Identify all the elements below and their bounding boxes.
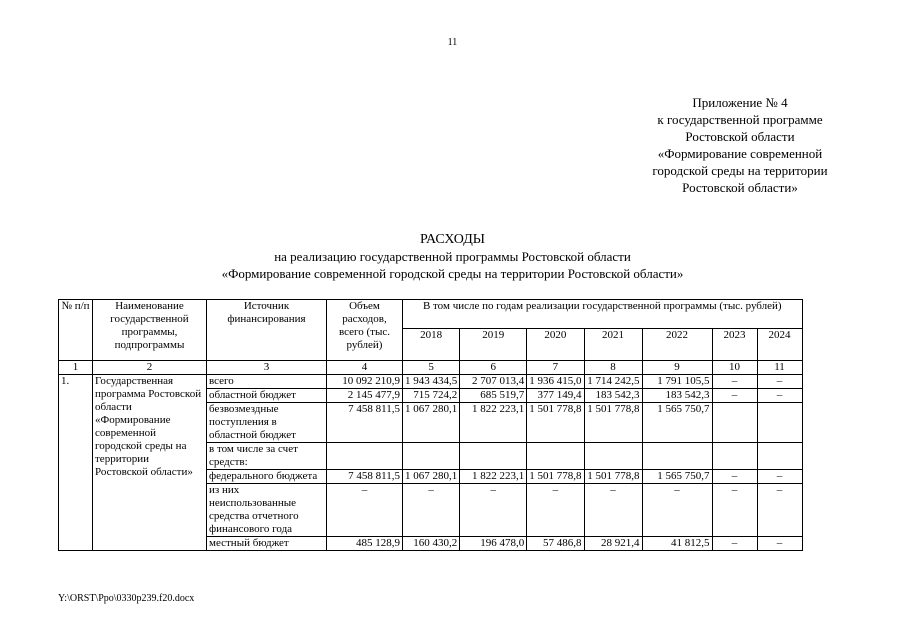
value-cell bbox=[712, 443, 757, 470]
column-number: 10 bbox=[712, 361, 757, 375]
total-cell: 7 458 811,5 bbox=[327, 403, 403, 443]
value-cell: – bbox=[527, 484, 584, 537]
total-cell: 7 458 811,5 bbox=[327, 470, 403, 484]
value-cell: – bbox=[757, 484, 802, 537]
appendix-note bbox=[620, 94, 860, 196]
appendix-line: Приложение № 4 bbox=[692, 95, 788, 110]
value-cell bbox=[757, 403, 802, 443]
total-cell: 2 145 477,9 bbox=[327, 389, 403, 403]
header-total: Объем расходов, всего (тыс. рублей) bbox=[327, 300, 403, 361]
value-cell: – bbox=[757, 537, 802, 551]
value-cell: 183 542,3 bbox=[584, 389, 642, 403]
header-source: Источник финансирования bbox=[207, 300, 327, 361]
header-year: 2024 bbox=[757, 329, 802, 361]
column-number: 11 bbox=[757, 361, 802, 375]
column-number: 4 bbox=[327, 361, 403, 375]
header-year: 2023 bbox=[712, 329, 757, 361]
row-number: 1. bbox=[59, 375, 93, 551]
header-name: Наименование государственной программы, подпрограммы bbox=[93, 300, 207, 361]
value-cell: – bbox=[712, 470, 757, 484]
source-cell: всего bbox=[207, 375, 327, 389]
value-cell bbox=[527, 443, 584, 470]
source-cell: из них неиспользованные средства отчетного финансового года bbox=[207, 484, 327, 537]
column-number: 5 bbox=[403, 361, 460, 375]
appendix-line: городской среды на территории bbox=[652, 163, 828, 178]
value-cell: 715 724,2 bbox=[403, 389, 460, 403]
value-cell: – bbox=[757, 375, 802, 389]
header-num: № п/п bbox=[59, 300, 93, 361]
total-cell: – bbox=[327, 484, 403, 537]
table-row bbox=[59, 375, 803, 389]
appendix-line: «Формирование современной bbox=[657, 146, 823, 161]
header-year: 2018 bbox=[403, 329, 460, 361]
value-cell: 685 519,7 bbox=[460, 389, 527, 403]
program-name: Государственная программа Ростовской области «Формирование современной городской среды на территории Ростовской области» bbox=[93, 375, 207, 551]
title-line: «Формирование современной городской среды на территории Ростовской области» bbox=[221, 266, 684, 281]
value-cell: 1 936 415,0 bbox=[527, 375, 584, 389]
value-cell: 1 501 778,8 bbox=[584, 470, 642, 484]
value-cell: – bbox=[757, 470, 802, 484]
file-path: Y:\ORST\Ppo\0330p239.f20.docx bbox=[58, 593, 195, 604]
value-cell: 1 565 750,7 bbox=[642, 403, 712, 443]
value-cell: 183 542,3 bbox=[642, 389, 712, 403]
value-cell: 1 791 105,5 bbox=[642, 375, 712, 389]
total-cell: 10 092 210,9 bbox=[327, 375, 403, 389]
header-year: 2020 bbox=[527, 329, 584, 361]
source-cell: безвозмездные поступления в областной бюджет bbox=[207, 403, 327, 443]
value-cell: 2 707 013,4 bbox=[460, 375, 527, 389]
value-cell: 1 565 750,7 bbox=[642, 470, 712, 484]
appendix-line: Ростовской области bbox=[685, 129, 795, 144]
title-main: РАСХОДЫ bbox=[420, 232, 485, 247]
value-cell: – bbox=[757, 389, 802, 403]
expenditure-table bbox=[58, 299, 803, 551]
header-year: 2021 bbox=[584, 329, 642, 361]
value-cell bbox=[642, 443, 712, 470]
value-cell: – bbox=[712, 389, 757, 403]
header-year: 2019 bbox=[460, 329, 527, 361]
source-cell: федерального бюджета bbox=[207, 470, 327, 484]
source-cell: местный бюджет bbox=[207, 537, 327, 551]
column-number: 1 bbox=[59, 361, 93, 375]
value-cell: 1 822 223,1 bbox=[460, 403, 527, 443]
value-cell: 1 822 223,1 bbox=[460, 470, 527, 484]
value-cell: – bbox=[712, 375, 757, 389]
value-cell: 57 486,8 bbox=[527, 537, 584, 551]
value-cell bbox=[403, 443, 460, 470]
value-cell bbox=[712, 403, 757, 443]
column-number-row bbox=[59, 361, 803, 375]
value-cell: 1 714 242,5 bbox=[584, 375, 642, 389]
value-cell bbox=[584, 443, 642, 470]
header-years-group: В том числе по годам реализации государственной программы (тыс. рублей) bbox=[403, 300, 803, 329]
source-cell: в том числе за счет средств: bbox=[207, 443, 327, 470]
value-cell: 28 921,4 bbox=[584, 537, 642, 551]
value-cell: – bbox=[642, 484, 712, 537]
column-number: 7 bbox=[527, 361, 584, 375]
appendix-line: Ростовской области» bbox=[682, 180, 798, 195]
value-cell: 1 943 434,5 bbox=[403, 375, 460, 389]
page-number: 11 bbox=[447, 37, 458, 48]
value-cell: 1 501 778,8 bbox=[527, 470, 584, 484]
value-cell: – bbox=[403, 484, 460, 537]
column-number: 6 bbox=[460, 361, 527, 375]
column-number: 8 bbox=[584, 361, 642, 375]
value-cell: 41 812,5 bbox=[642, 537, 712, 551]
header-year: 2022 bbox=[642, 329, 712, 361]
value-cell: 1 067 280,1 bbox=[403, 403, 460, 443]
value-cell: 196 478,0 bbox=[460, 537, 527, 551]
value-cell: – bbox=[712, 484, 757, 537]
value-cell: – bbox=[712, 537, 757, 551]
value-cell: 1 067 280,1 bbox=[403, 470, 460, 484]
value-cell: 1 501 778,8 bbox=[584, 403, 642, 443]
value-cell: 160 430,2 bbox=[403, 537, 460, 551]
column-number: 3 bbox=[207, 361, 327, 375]
value-cell: 1 501 778,8 bbox=[527, 403, 584, 443]
source-cell: областной бюджет bbox=[207, 389, 327, 403]
column-number: 2 bbox=[93, 361, 207, 375]
value-cell: – bbox=[460, 484, 527, 537]
value-cell bbox=[460, 443, 527, 470]
total-cell bbox=[327, 443, 403, 470]
column-number: 9 bbox=[642, 361, 712, 375]
total-cell: 485 128,9 bbox=[327, 537, 403, 551]
document-title bbox=[0, 231, 905, 282]
value-cell: 377 149,4 bbox=[527, 389, 584, 403]
title-line: на реализацию государственной программы Ростовской области bbox=[274, 249, 631, 264]
appendix-line: к государственной программе bbox=[657, 112, 823, 127]
value-cell bbox=[757, 443, 802, 470]
value-cell: – bbox=[584, 484, 642, 537]
